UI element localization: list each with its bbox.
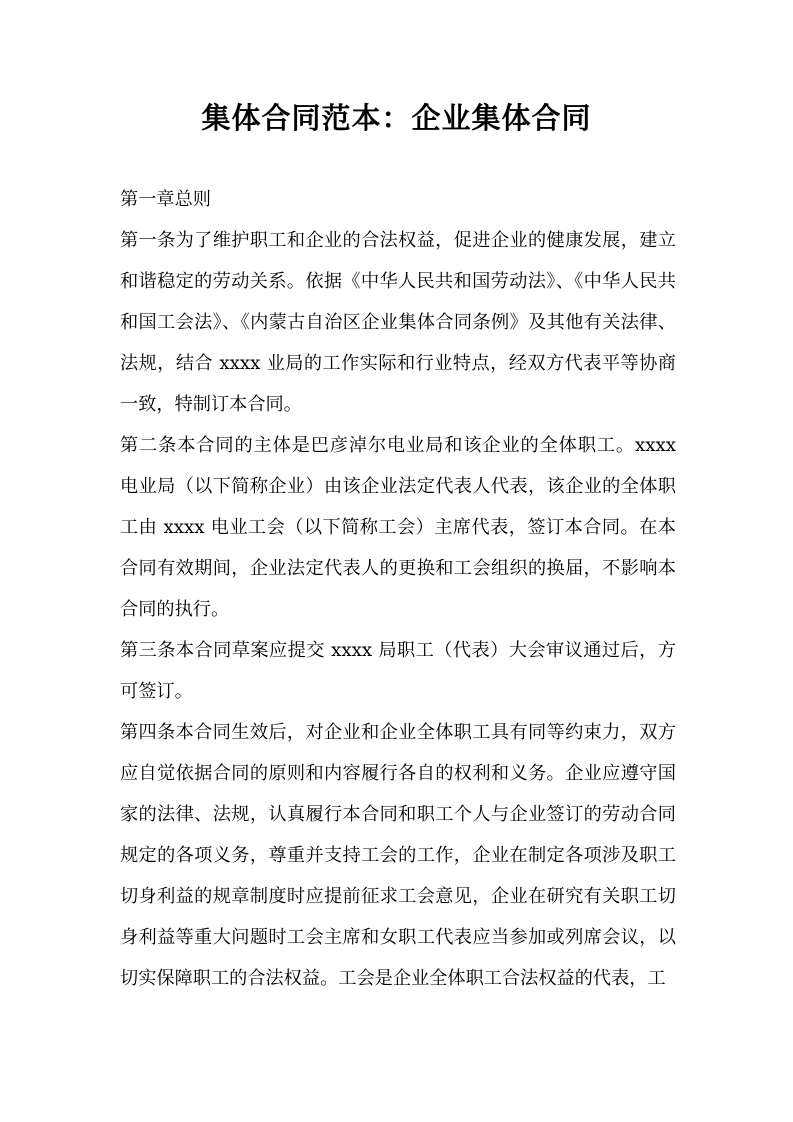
document-body: [120, 179, 676, 999]
chapter-heading: 第一章总则: [120, 189, 211, 210]
article-4-paragraph: 第四条本合同生效后，对企业和企业全体职工具有同等约束力，双方应自觉依据合同的原则和内容履行各自的权利和义务。企业应遵守国家的法律、法规，认真履行本合同和职工个人与企业签订的劳动合同规定的各项义务，尊重并支持工会的工作，企业在制定各项涉及职工切身利益的规章制度时应提前征求工会意见，企业在研究有关职工切身利益等重大问题时工会主席和女职工代表应当参加或列席会议，以切实保障职工的合法权益。工会是企业全体职工合法权益的代表，工: [120, 722, 676, 989]
article-2-paragraph: 第二条本合同的主体是巴彦淖尔电业局和该企业的全体职工。xxxx 电业局（以下简称企业）由该企业法定代表人代表，该企业的全体职工由 xxxx 电业工会（以下简称工会）主席代表，签订本合同。在本合同有效期间，企业法定代表人的更换和工会组织的换届，不影响本合同的执行。: [120, 435, 676, 620]
article-1-paragraph: 第一条为了维护职工和企业的合法权益，促进企业的健康发展，建立和谐稳定的劳动关系。依据《中华人民共和国劳动法》、《中华人民共和国工会法》、《内蒙古自治区企业集体合同条例》及其他有关法律、法规，结合 xxxx 业局的工作实际和行业特点，经双方代表平等协商一致，特制订本合同。: [120, 230, 676, 415]
article-3-paragraph: 第三条本合同草案应提交 xxxx 局职工（代表）大会审议通过后，方可签订。: [120, 640, 676, 702]
document-title: 集体合同范本：企业集体合同: [201, 101, 592, 135]
